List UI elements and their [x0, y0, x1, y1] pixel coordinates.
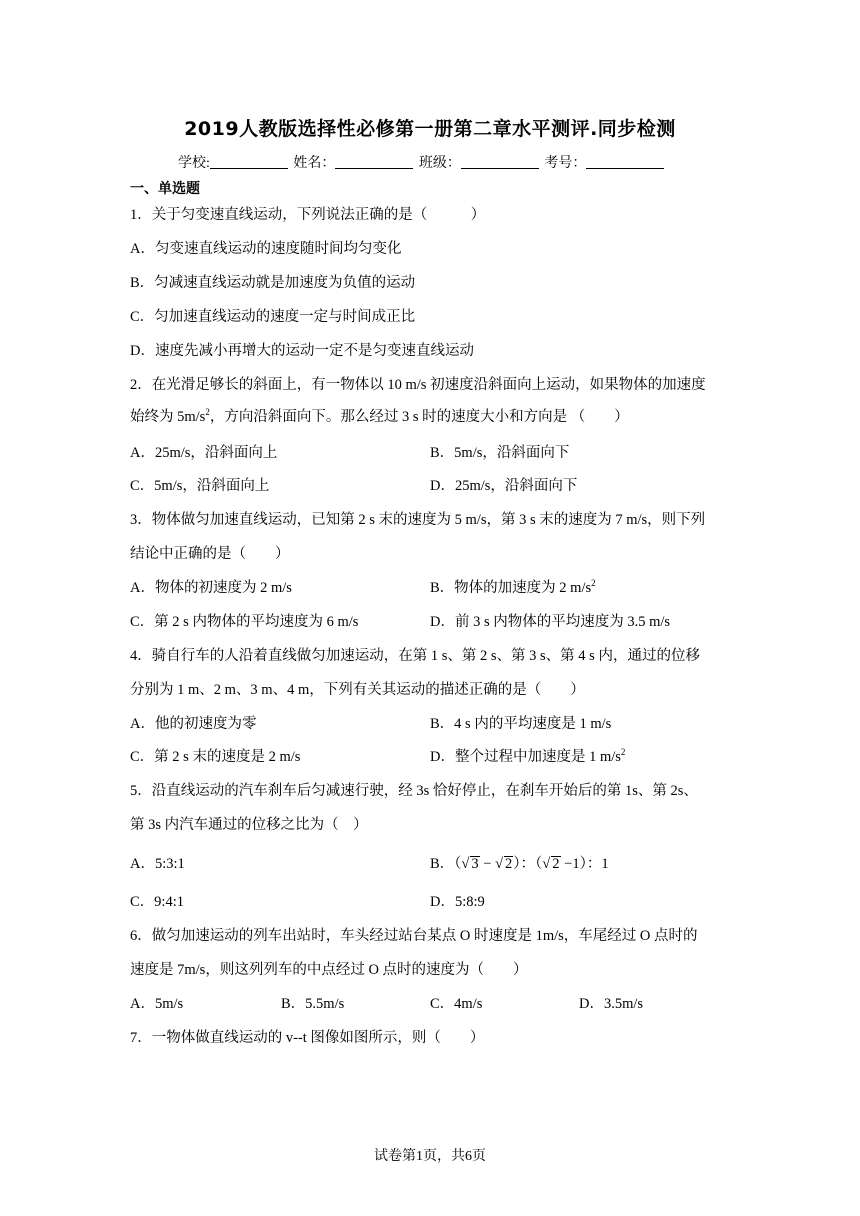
q1-stem: 1．关于匀变速直线运动，下列说法正确的是（ ） — [130, 207, 486, 223]
q3-option-b-text: B．物体的加速度为 2 m/s — [430, 580, 592, 596]
q4-option-a[interactable]: A．他的初速度为零 — [130, 716, 257, 732]
name-label: 姓名： — [293, 156, 336, 171]
q4-option-d-text: D．整个过程中加速度是 1 m/s — [430, 749, 621, 765]
q5-stem-line1: 5．沿直线运动的汽车刹车后匀减速行驶，经 3s 恰好停止，在刹车开始后的第 1s、第 2s、 — [130, 783, 698, 799]
q2-stem-part2: ，方向沿斜面向下。那么经过 3 s 时的速度大小和方向是 （ ） — [209, 409, 629, 425]
name-blank[interactable] — [335, 154, 413, 169]
q5-option-c[interactable]: C．9:4:1 — [130, 894, 184, 910]
school-blank[interactable] — [210, 154, 288, 169]
q5-b-mid: ）：（ — [513, 856, 543, 872]
q7-stem: 7．一物体做直线运动的 v--t 图像如图所示，则（ ） — [130, 1030, 485, 1046]
q1-option-d[interactable]: D．速度先减小再增大的运动一定不是匀变速直线运动 — [130, 343, 474, 359]
q5-option-d[interactable]: D．5:8:9 — [430, 894, 485, 910]
class-blank[interactable] — [461, 154, 539, 169]
class-label: 班级： — [418, 156, 461, 171]
q3-stem-line1: 3．物体做匀加速直线运动，已知第 2 s 末的速度为 5 m/s，第 3 s 末的速度为 7 m/s，则下列 — [130, 512, 706, 528]
q4-option-d[interactable] — [430, 745, 625, 766]
q2-superscript: 2 — [205, 407, 210, 418]
q3-option-c[interactable]: C．第 2 s 内物体的平均速度为 6 m/s — [130, 614, 359, 630]
q6-stem-line2: 速度是 7m/s，则这列列车的中点经过 O 点时的速度为（ ） — [130, 962, 528, 978]
q4-option-c[interactable]: C．第 2 s 末的速度是 2 m/s — [130, 749, 301, 765]
q1-option-b[interactable]: B．匀减速直线运动就是加速度为负值的运动 — [130, 275, 416, 291]
q3-superscript: 2 — [591, 578, 596, 589]
section-heading: 一、单选题 — [130, 181, 200, 197]
q3-stem-line2: 结论中正确的是（ ） — [130, 546, 290, 562]
page-footer: 试卷第1页，共6页 — [374, 1149, 486, 1164]
q5-b-minus: − — [479, 856, 496, 872]
q5-option-b[interactable] — [430, 852, 609, 873]
q6-option-a[interactable]: A．5m/s — [130, 996, 184, 1012]
exam-no-label: 考号： — [544, 156, 587, 171]
q2-option-d[interactable]: D．25m/s，沿斜面向下 — [430, 478, 578, 494]
q3-option-b[interactable] — [430, 576, 596, 597]
q2-stem-line2 — [130, 405, 629, 426]
q5-b-tail: −1）：1 — [560, 856, 609, 872]
q4-option-b[interactable]: B．4 s 内的平均速度是 1 m/s — [430, 716, 612, 732]
q6-stem-line1: 6．做匀加速运动的列车出站时，车头经过站台某点 O 时速度是 1m/s，车尾经过 O 点时的 — [130, 928, 698, 944]
school-label: 学校: — [178, 156, 210, 171]
q2-option-a[interactable]: A．25m/s，沿斜面向上 — [130, 445, 278, 461]
q5-b-sqrt3: 3 — [471, 856, 479, 872]
q2-stem-part1: 始终为 5m/s — [130, 409, 206, 425]
page-title: 2019人教版选择性必修第一册第二章水平测评.同步检测 — [184, 118, 676, 140]
sqrt-icon: √ — [495, 856, 504, 872]
q5-b-sqrt2: 2 — [505, 856, 513, 872]
q6-option-c[interactable]: C．4m/s — [430, 996, 483, 1012]
q6-option-d[interactable]: D．3.5m/s — [579, 996, 644, 1012]
exam-no-blank[interactable] — [586, 154, 664, 169]
sqrt-icon: √ — [461, 856, 470, 872]
q5-b-prefix: B．（ — [430, 856, 462, 872]
q1-option-a[interactable]: A．匀变速直线运动的速度随时间均匀变化 — [130, 241, 402, 257]
q4-stem-line2: 分别为 1 m、2 m、3 m、4 m，下列有关其运动的描述正确的是（ ） — [130, 682, 585, 698]
q2-option-c[interactable]: C．5m/s，沿斜面向上 — [130, 478, 270, 494]
q6-option-b[interactable]: B．5.5m/s — [281, 996, 345, 1012]
q4-superscript: 2 — [620, 747, 626, 758]
q2-stem-line1: 2．在光滑足够长的斜面上，有一物体以 10 m/s 初速度沿斜面向上运动，如果物体的加速度 — [130, 377, 706, 393]
q5-option-a[interactable]: A．5:3:1 — [130, 856, 185, 872]
q1-option-c[interactable]: C．匀加速直线运动的速度一定与时间成正比 — [130, 309, 416, 325]
q3-option-d[interactable]: D．前 3 s 内物体的平均速度为 3.5 m/s — [430, 614, 671, 630]
q5-b-sqrt2b: 2 — [552, 856, 560, 872]
q4-stem-line1: 4．骑自行车的人沿着直线做匀加速运动，在第 1 s、第 2 s、第 3 s、第 4 s 内，通过的位移 — [130, 648, 700, 664]
student-info-row — [178, 152, 666, 172]
q5-stem-line2: 第 3s 内汽车通过的位移之比为（ ） — [130, 817, 368, 833]
q3-option-a[interactable]: A．物体的初速度为 2 m/s — [130, 580, 292, 596]
sqrt-icon: √ — [542, 856, 551, 872]
q2-option-b[interactable]: B．5m/s，沿斜面向下 — [430, 445, 570, 461]
